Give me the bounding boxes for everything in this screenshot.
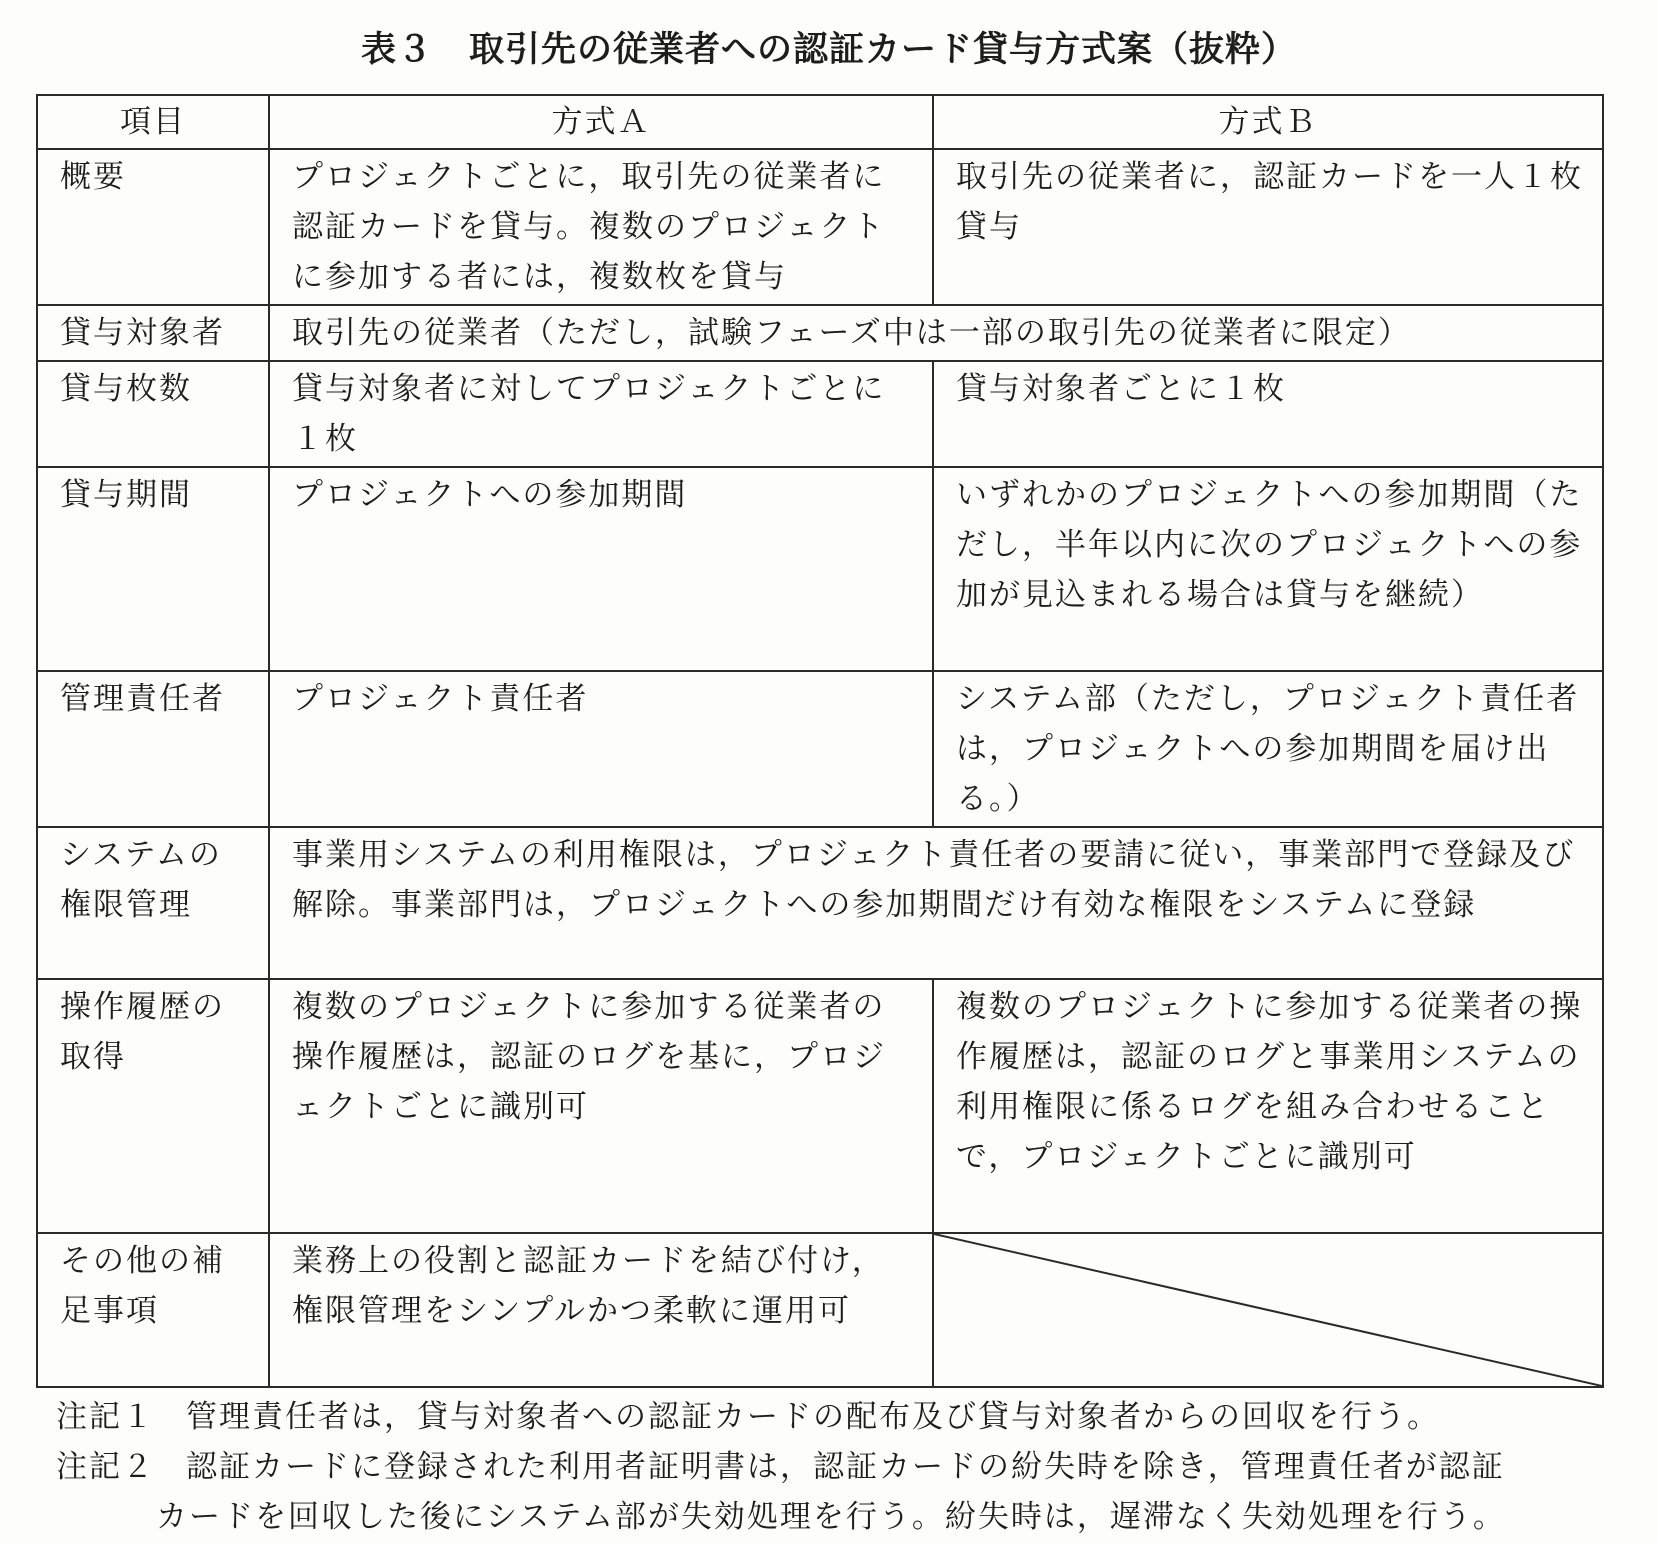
cell-method-b: 取引先の従業者に，認証カードを一人１枚貸与 xyxy=(933,149,1603,305)
cell-merged: 事業用システムの利用権限は，プロジェクト責任者の要請に従い，事業部門で登録及び解除。事業部門は，プロジェクトへの参加期間だけ有効な権限をシステムに登録 xyxy=(269,827,1603,979)
table-row xyxy=(37,305,1603,361)
note-1 xyxy=(56,1392,1616,1442)
note-continuation: カードを回収した後にシステム部が失効処理を行う。紛失時は，遅滞なく失効処理を行う。 xyxy=(156,1499,1506,1535)
cell-method-a: プロジェクトごとに，取引先の従業者に認証カードを貸与。複数のプロジェクトに参加する者には，複数枚を貸与 xyxy=(269,149,933,305)
row-label: 貸与枚数 xyxy=(37,361,269,467)
table-row xyxy=(37,467,1603,671)
row-label: システムの権限管理 xyxy=(37,827,269,979)
cell-method-a: 貸与対象者に対してプロジェクトごとに１枚 xyxy=(269,361,933,467)
header-item: 項目 xyxy=(37,95,269,149)
cell-method-b: システム部（ただし，プロジェクト責任者は，プロジェクトへの参加期間を届け出る。） xyxy=(933,671,1603,827)
table-row xyxy=(37,979,1603,1233)
row-label: 管理責任者 xyxy=(37,671,269,827)
note-text: 認証カードに登録された利用者証明書は，認証カードの紛失時を除き，管理責任者が認証 カードを回収した後にシステム部が失効処理を行う。紛失時は，遅滞なく失効処理を行う。 xyxy=(186,1442,1616,1542)
table-row xyxy=(37,149,1603,305)
cell-method-b: 貸与対象者ごとに１枚 xyxy=(933,361,1603,467)
note-label: 注記２ xyxy=(56,1449,155,1485)
note-text: 管理責任者は，貸与対象者への認証カードの配布及び貸与対象者からの回収を行う。 xyxy=(186,1399,1440,1435)
cell-method-b: 複数のプロジェクトに参加する従業者の操作履歴は，認証のログと事業用システムの利用権限に係るログを組み合わせることで，プロジェクトごとに識別可 xyxy=(933,979,1603,1233)
notes xyxy=(56,1392,1616,1542)
row-label: 貸与対象者 xyxy=(37,305,269,361)
table-caption: 表３ 取引先の従業者への認証カード貸与方式案（抜粋） xyxy=(360,30,1297,70)
cell-method-a: 複数のプロジェクトに参加する従業者の操作履歴は，認証のログを基に，プロジェクトごとに識別可 xyxy=(269,979,933,1233)
row-label: 貸与期間 xyxy=(37,467,269,671)
header-method-b: 方式Ｂ xyxy=(933,95,1603,149)
comparison-table xyxy=(36,94,1604,1388)
cell-merged: 取引先の従業者（ただし，試験フェーズ中は一部の取引先の従業者に限定） xyxy=(269,305,1603,361)
header-method-a: 方式Ａ xyxy=(269,95,933,149)
row-label: 概要 xyxy=(37,149,269,305)
cell-method-a: 業務上の役割と認証カードを結び付け，権限管理をシンプルかつ柔軟に運用可 xyxy=(269,1233,933,1387)
table-row xyxy=(37,827,1603,979)
cell-method-a: プロジェクト責任者 xyxy=(269,671,933,827)
table-row xyxy=(37,1233,1603,1387)
diagonal-line xyxy=(934,1234,1602,1386)
note-2 xyxy=(56,1442,1616,1542)
header-row xyxy=(37,95,1603,149)
row-label: その他の補足事項 xyxy=(37,1233,269,1387)
cell-method-b: いずれかのプロジェクトへの参加期間（ただし，半年以内に次のプロジェクトへの参加が見込まれる場合は貸与を継続） xyxy=(933,467,1603,671)
empty-cell-diagonal xyxy=(933,1233,1603,1387)
table-row xyxy=(37,361,1603,467)
cell-method-a: プロジェクトへの参加期間 xyxy=(269,467,933,671)
note-label: 注記１ xyxy=(56,1399,155,1435)
table-row xyxy=(37,671,1603,827)
row-label: 操作履歴の取得 xyxy=(37,979,269,1233)
